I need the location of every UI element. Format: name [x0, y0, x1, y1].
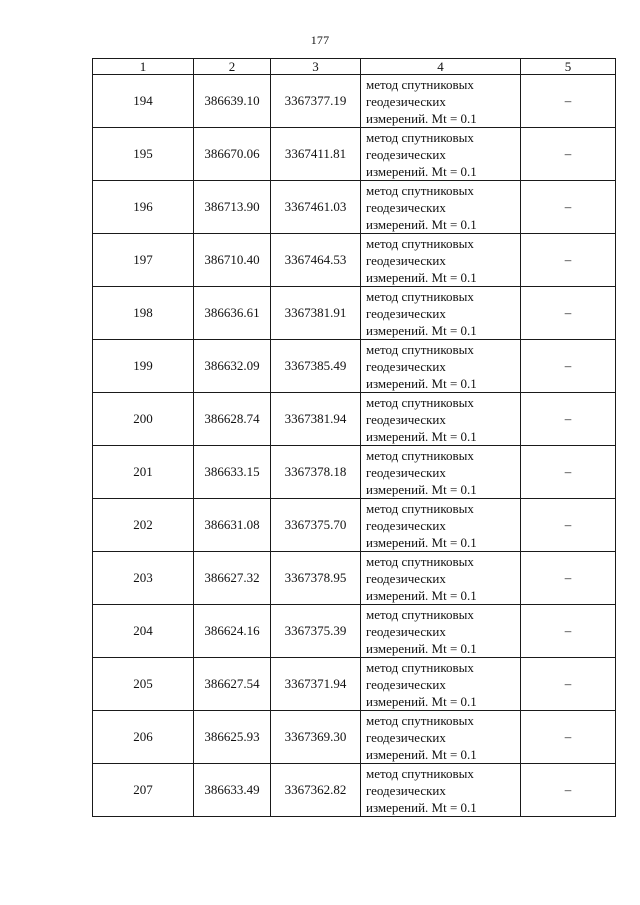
note-cell: –	[521, 393, 616, 446]
table-header-row	[93, 59, 616, 75]
table-body	[93, 75, 616, 817]
table-row	[93, 658, 616, 711]
x-coordinate-cell: 386627.32	[194, 552, 271, 605]
table-row	[93, 764, 616, 817]
table-row	[93, 234, 616, 287]
y-coordinate-cell: 3367377.19	[271, 75, 361, 128]
y-coordinate-cell: 3367461.03	[271, 181, 361, 234]
method-text-line: геодезических	[366, 199, 446, 215]
method-text-line: метод спутниковых	[366, 76, 474, 92]
method-cell	[361, 340, 521, 393]
method-cell	[361, 764, 521, 817]
method-text-line: метод спутниковых	[366, 712, 474, 728]
coordinates-table	[92, 58, 616, 817]
method-text-line: геодезических	[366, 623, 446, 639]
point-number-cell: 204	[93, 605, 194, 658]
table-row	[93, 128, 616, 181]
point-number-cell: 201	[93, 446, 194, 499]
table-row	[93, 446, 616, 499]
x-coordinate-cell: 386713.90	[194, 181, 271, 234]
table-row	[93, 75, 616, 128]
table-row	[93, 287, 616, 340]
column-header-5: 5	[521, 59, 616, 75]
point-number-cell: 202	[93, 499, 194, 552]
note-cell: –	[521, 499, 616, 552]
method-text-line: измерений. Mt = 0.1	[366, 110, 477, 126]
note-cell: –	[521, 552, 616, 605]
y-coordinate-cell: 3367378.95	[271, 552, 361, 605]
x-coordinate-cell: 386628.74	[194, 393, 271, 446]
note-cell: –	[521, 764, 616, 817]
y-coordinate-cell: 3367375.39	[271, 605, 361, 658]
point-number-cell: 195	[93, 128, 194, 181]
method-text-line: геодезических	[366, 358, 446, 374]
y-coordinate-cell: 3367381.94	[271, 393, 361, 446]
method-text-line: измерений. Mt = 0.1	[366, 375, 477, 391]
x-coordinate-cell: 386625.93	[194, 711, 271, 764]
method-cell	[361, 287, 521, 340]
x-coordinate-cell: 386624.16	[194, 605, 271, 658]
table-row	[93, 340, 616, 393]
column-header-1: 1	[93, 59, 194, 75]
note-cell: –	[521, 128, 616, 181]
method-text-line: измерений. Mt = 0.1	[366, 163, 477, 179]
note-cell: –	[521, 340, 616, 393]
method-text-line: геодезических	[366, 782, 446, 798]
method-cell	[361, 446, 521, 499]
method-text-line: геодезических	[366, 517, 446, 533]
y-coordinate-cell: 3367362.82	[271, 764, 361, 817]
method-text-line: геодезических	[366, 729, 446, 745]
method-text-line: измерений. Mt = 0.1	[366, 322, 477, 338]
point-number-cell: 205	[93, 658, 194, 711]
note-cell: –	[521, 234, 616, 287]
note-cell: –	[521, 658, 616, 711]
method-text-line: геодезических	[366, 146, 446, 162]
method-text-line: геодезических	[366, 570, 446, 586]
x-coordinate-cell: 386627.54	[194, 658, 271, 711]
method-text-line: геодезических	[366, 305, 446, 321]
table-row	[93, 499, 616, 552]
method-text-line: измерений. Mt = 0.1	[366, 428, 477, 444]
note-cell: –	[521, 181, 616, 234]
method-text-line: измерений. Mt = 0.1	[366, 269, 477, 285]
method-cell	[361, 658, 521, 711]
table-row	[93, 605, 616, 658]
method-text-line: метод спутниковых	[366, 394, 474, 410]
point-number-cell: 199	[93, 340, 194, 393]
method-text-line: измерений. Mt = 0.1	[366, 481, 477, 497]
page-number: 177	[310, 33, 330, 47]
method-text-line: геодезических	[366, 93, 446, 109]
x-coordinate-cell: 386670.06	[194, 128, 271, 181]
method-cell	[361, 499, 521, 552]
method-text-line: измерений. Mt = 0.1	[366, 746, 477, 762]
method-text-line: метод спутниковых	[366, 659, 474, 675]
note-cell: –	[521, 711, 616, 764]
method-text-line: измерений. Mt = 0.1	[366, 216, 477, 232]
method-text-line: геодезических	[366, 252, 446, 268]
column-header-2: 2	[194, 59, 271, 75]
x-coordinate-cell: 386631.08	[194, 499, 271, 552]
point-number-cell: 206	[93, 711, 194, 764]
method-text-line: измерений. Mt = 0.1	[366, 534, 477, 550]
method-text-line: метод спутниковых	[366, 553, 474, 569]
method-cell	[361, 711, 521, 764]
method-cell	[361, 181, 521, 234]
table-row	[93, 711, 616, 764]
method-text-line: метод спутниковых	[366, 500, 474, 516]
column-header-4: 4	[361, 59, 521, 75]
column-header-3: 3	[271, 59, 361, 75]
method-text-line: геодезических	[366, 676, 446, 692]
method-text-line: метод спутниковых	[366, 182, 474, 198]
note-cell: –	[521, 287, 616, 340]
method-cell	[361, 393, 521, 446]
y-coordinate-cell: 3367411.81	[271, 128, 361, 181]
y-coordinate-cell: 3367378.18	[271, 446, 361, 499]
x-coordinate-cell: 386710.40	[194, 234, 271, 287]
table-row	[93, 393, 616, 446]
method-text-line: метод спутниковых	[366, 606, 474, 622]
method-text-line: метод спутниковых	[366, 341, 474, 357]
point-number-cell: 198	[93, 287, 194, 340]
point-number-cell: 207	[93, 764, 194, 817]
method-text-line: метод спутниковых	[366, 447, 474, 463]
method-cell	[361, 605, 521, 658]
y-coordinate-cell: 3367369.30	[271, 711, 361, 764]
point-number-cell: 197	[93, 234, 194, 287]
note-cell: –	[521, 75, 616, 128]
x-coordinate-cell: 386639.10	[194, 75, 271, 128]
y-coordinate-cell: 3367381.91	[271, 287, 361, 340]
method-text-line: измерений. Mt = 0.1	[366, 640, 477, 656]
point-number-cell: 203	[93, 552, 194, 605]
method-text-line: измерений. Mt = 0.1	[366, 799, 477, 815]
method-cell	[361, 75, 521, 128]
note-cell: –	[521, 605, 616, 658]
y-coordinate-cell: 3367385.49	[271, 340, 361, 393]
x-coordinate-cell: 386636.61	[194, 287, 271, 340]
method-text-line: геодезических	[366, 464, 446, 480]
method-cell	[361, 128, 521, 181]
method-cell	[361, 552, 521, 605]
y-coordinate-cell: 3367375.70	[271, 499, 361, 552]
y-coordinate-cell: 3367371.94	[271, 658, 361, 711]
method-cell	[361, 234, 521, 287]
note-cell: –	[521, 446, 616, 499]
x-coordinate-cell: 386633.49	[194, 764, 271, 817]
table-row	[93, 181, 616, 234]
x-coordinate-cell: 386633.15	[194, 446, 271, 499]
table-row	[93, 552, 616, 605]
method-text-line: измерений. Mt = 0.1	[366, 587, 477, 603]
method-text-line: метод спутниковых	[366, 235, 474, 251]
method-text-line: измерений. Mt = 0.1	[366, 693, 477, 709]
point-number-cell: 194	[93, 75, 194, 128]
method-text-line: геодезических	[366, 411, 446, 427]
method-text-line: метод спутниковых	[366, 129, 474, 145]
y-coordinate-cell: 3367464.53	[271, 234, 361, 287]
point-number-cell: 196	[93, 181, 194, 234]
x-coordinate-cell: 386632.09	[194, 340, 271, 393]
method-text-line: метод спутниковых	[366, 288, 474, 304]
point-number-cell: 200	[93, 393, 194, 446]
method-text-line: метод спутниковых	[366, 765, 474, 781]
